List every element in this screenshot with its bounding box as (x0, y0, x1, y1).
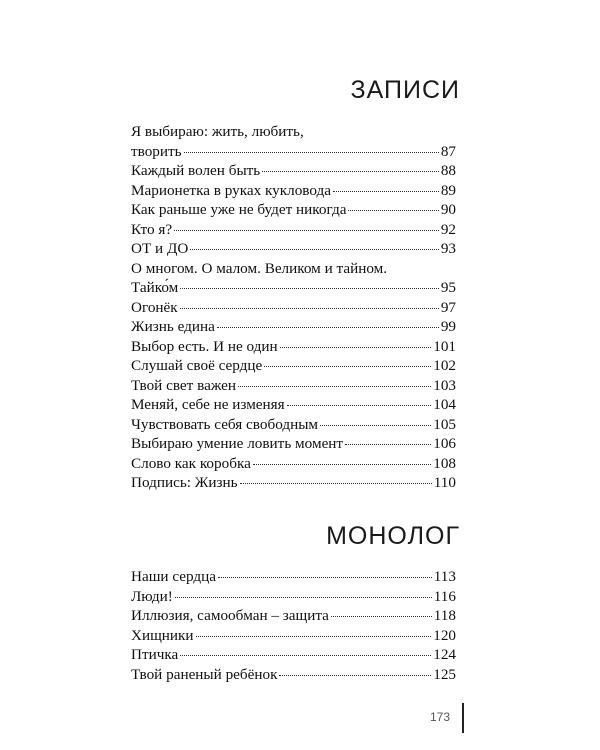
toc-entry (131, 626, 456, 646)
toc-leader-dots (331, 616, 432, 617)
toc-leader-dots (333, 191, 439, 192)
toc-page-number: 118 (433, 607, 456, 624)
toc-entry-title: Твой раненый ребёнок (131, 665, 278, 683)
toc-leader-dots (240, 483, 432, 484)
toc-entry (131, 278, 456, 298)
toc-entry-title: Жизнь едина (131, 318, 215, 335)
toc-page-number: 105 (433, 415, 456, 433)
toc-entry-title: Как раньше уже не будет никогда (131, 201, 347, 218)
toc-leader-dots (180, 288, 439, 289)
toc-entry-title: Слово как коробка (131, 454, 251, 472)
toc-entry (131, 376, 456, 396)
toc-leader-dots (279, 675, 431, 676)
table-of-contents-zapisi (131, 122, 456, 493)
toc-leader-dots (262, 171, 439, 172)
toc-entry (131, 434, 456, 454)
toc-entry (131, 200, 456, 220)
page-number-rule (462, 703, 464, 733)
toc-page-number: 89 (440, 181, 456, 199)
toc-entry (131, 395, 456, 415)
table-of-contents-monolog (131, 567, 456, 684)
toc-page-number: 88 (440, 162, 456, 179)
toc-entry (131, 317, 456, 337)
toc-entry-title: Твой свет важен (131, 376, 236, 394)
page-number: 173 (430, 710, 451, 724)
toc-page-number: 101 (433, 337, 456, 355)
toc-page-number: 108 (433, 454, 456, 472)
toc-entry (131, 606, 456, 626)
toc-entry (131, 665, 456, 685)
toc-entry-title: Чувствовать себя свободным (131, 415, 319, 433)
toc-page-number: 99 (440, 318, 456, 335)
section-heading-monolog: МОНОЛОГ (326, 522, 460, 550)
toc-entry-title: ОТ и ДО (131, 240, 189, 257)
toc-entry (131, 220, 456, 240)
toc-entry (131, 142, 456, 162)
toc-page-number: 116 (433, 587, 456, 605)
toc-entry (131, 415, 456, 435)
toc-leader-dots (180, 655, 431, 656)
toc-page-number: 102 (433, 357, 456, 374)
toc-page-number: 95 (440, 279, 456, 296)
toc-entry (131, 298, 456, 318)
toc-leader-dots (217, 327, 439, 328)
toc-entry (131, 473, 456, 493)
toc-entry (131, 239, 456, 259)
toc-entry-title: Выбираю умение ловить момент (131, 435, 344, 452)
section-heading-zapisi: ЗАПИСИ (350, 76, 460, 104)
toc-entry-title: Иллюзия, самообман – защита (131, 607, 329, 624)
toc-entry-title: Тайко́м (131, 279, 179, 296)
toc-page-number: 106 (433, 435, 456, 452)
toc-entry-line: Я выбираю: жить, любить, (131, 123, 304, 140)
toc-leader-dots (348, 210, 438, 211)
toc-entry (131, 567, 456, 587)
toc-leader-dots (253, 464, 431, 465)
toc-entry (131, 587, 456, 607)
toc-leader-dots (196, 636, 432, 637)
toc-entry-title: Хищники (131, 626, 194, 644)
toc-leader-dots (287, 405, 432, 406)
toc-page-number: 103 (433, 376, 456, 394)
toc-page-number: 120 (433, 626, 456, 644)
toc-entry (131, 337, 456, 357)
toc-page-number: 90 (440, 201, 456, 218)
toc-page-number: 104 (433, 396, 456, 413)
toc-entry (131, 645, 456, 665)
toc-entry-title: Огонёк (131, 298, 178, 316)
toc-entry-title: Выбор есть. И не один (131, 337, 278, 355)
toc-page-number: 97 (440, 298, 456, 316)
toc-page-number: 87 (440, 142, 456, 160)
toc-entry-title: Наши сердца (131, 568, 216, 585)
toc-leader-dots (184, 152, 439, 153)
toc-entry-title: Меняй, себе не изменяя (131, 396, 285, 413)
toc-leader-dots (174, 230, 439, 231)
toc-leader-dots (180, 308, 439, 309)
toc-entry (131, 161, 456, 181)
toc-leader-dots (345, 444, 431, 445)
toc-entry-title: Марионетка в руках кукловода (131, 181, 331, 199)
toc-leader-dots (320, 425, 431, 426)
toc-page-number: 93 (440, 240, 456, 257)
toc-leader-dots (190, 249, 439, 250)
toc-leader-dots (238, 386, 431, 387)
toc-entry (131, 454, 456, 474)
toc-page-number: 110 (433, 474, 456, 491)
toc-leader-dots (218, 577, 432, 578)
toc-entry-line: О многом. О малом. Великом и тайном. (131, 259, 388, 277)
toc-page-number: 125 (433, 665, 456, 683)
toc-entry-title: Подпись: Жизнь (131, 474, 238, 491)
toc-leader-dots (280, 347, 432, 348)
toc-leader-dots (264, 366, 431, 367)
toc-page-number: 92 (440, 220, 456, 238)
toc-entry (131, 356, 456, 376)
toc-entry-title: творить (131, 142, 182, 160)
toc-leader-dots (175, 597, 432, 598)
toc-entry (131, 181, 456, 201)
toc-entry-title: Каждый волен быть (131, 162, 261, 179)
toc-page-number: 124 (433, 646, 456, 663)
toc-entry-title: Кто я? (131, 220, 173, 238)
toc-page-number: 113 (433, 568, 456, 585)
toc-entry-title: Птичка (131, 646, 179, 663)
toc-entry-title: Люди! (131, 587, 173, 605)
toc-entry-title: Слушай своё сердце (131, 357, 263, 374)
